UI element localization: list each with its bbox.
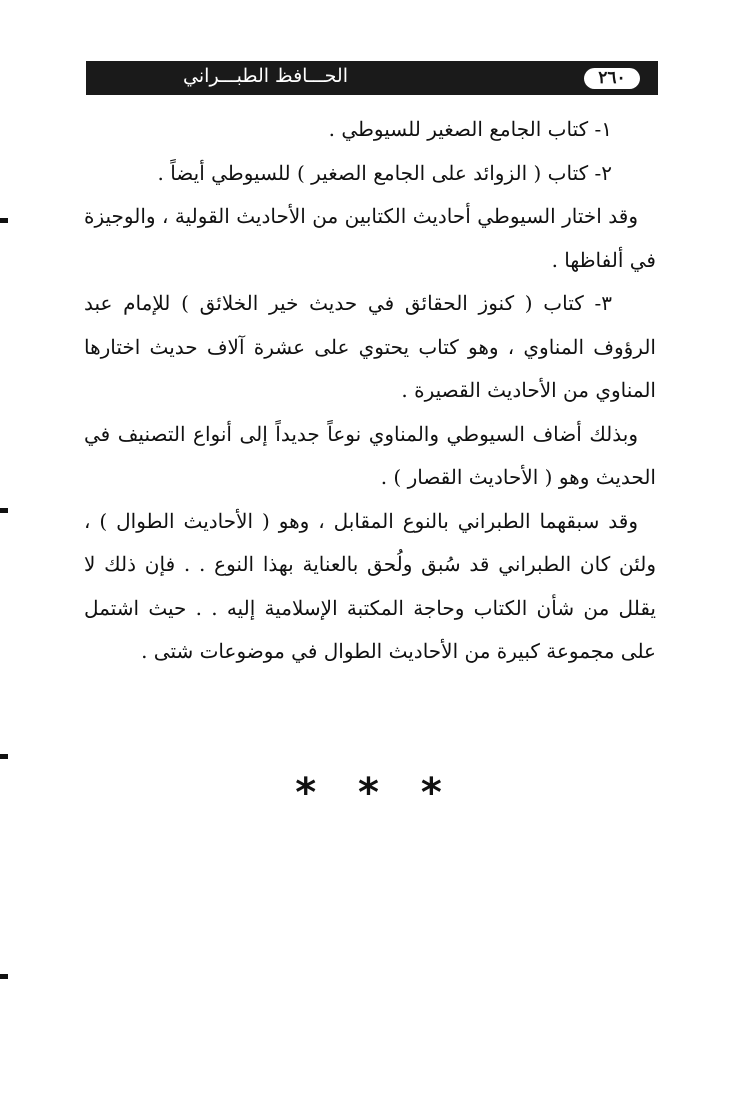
page-body xyxy=(84,108,656,674)
margin-mark xyxy=(0,218,8,223)
list-item-2: ٢- كتاب ( الزوائد على الجامع الصغير ) للسيوطي أيضاً . xyxy=(157,160,612,185)
paragraph-2: وبذلك أضاف السيوطي والمناوي نوعاً جديداً إلى أنواع التصنيف في الحديث وهو ( الأحاديث القصار ) . xyxy=(84,421,656,489)
header-title: الحـــافظ الطبـــراني xyxy=(183,65,348,87)
page-number: ٢٦٠ xyxy=(584,68,640,89)
paragraph-3: وقد سبقهما الطبراني بالنوع المقابل ، وهو ( الأحاديث الطوال ) ، ولئن كان الطبراني قد سُبق ولُحق بالعناية بهذا النوع . . فإن ذلك لا يقلل من شأن الكتاب وحاجة المكتبة الإسلامية إليه . . حيث اشتمل على مجموعة كبيرة من الأحاديث الطوال في موضوعات شتى . xyxy=(84,508,656,663)
margin-mark xyxy=(0,754,8,759)
running-header xyxy=(86,61,658,95)
paragraph-1: وقد اختار السيوطي أحاديث الكتابين من الأحاديث القولية ، والوجيزة في ألفاظها . xyxy=(84,204,656,272)
margin-mark xyxy=(0,508,8,513)
section-divider: * * * xyxy=(295,770,456,816)
list-item-3: ٣- كتاب ( كنوز الحقائق في حديث خير الخلائق ) للإمام عبد الرؤوف المناوي ، وهو كتاب يحتوي على عشرة آلاف حديث اختارها المناوي من الأحاديث القصيرة . xyxy=(84,291,656,402)
margin-mark xyxy=(0,974,8,979)
list-item-1: ١- كتاب الجامع الصغير للسيوطي . xyxy=(328,117,612,141)
